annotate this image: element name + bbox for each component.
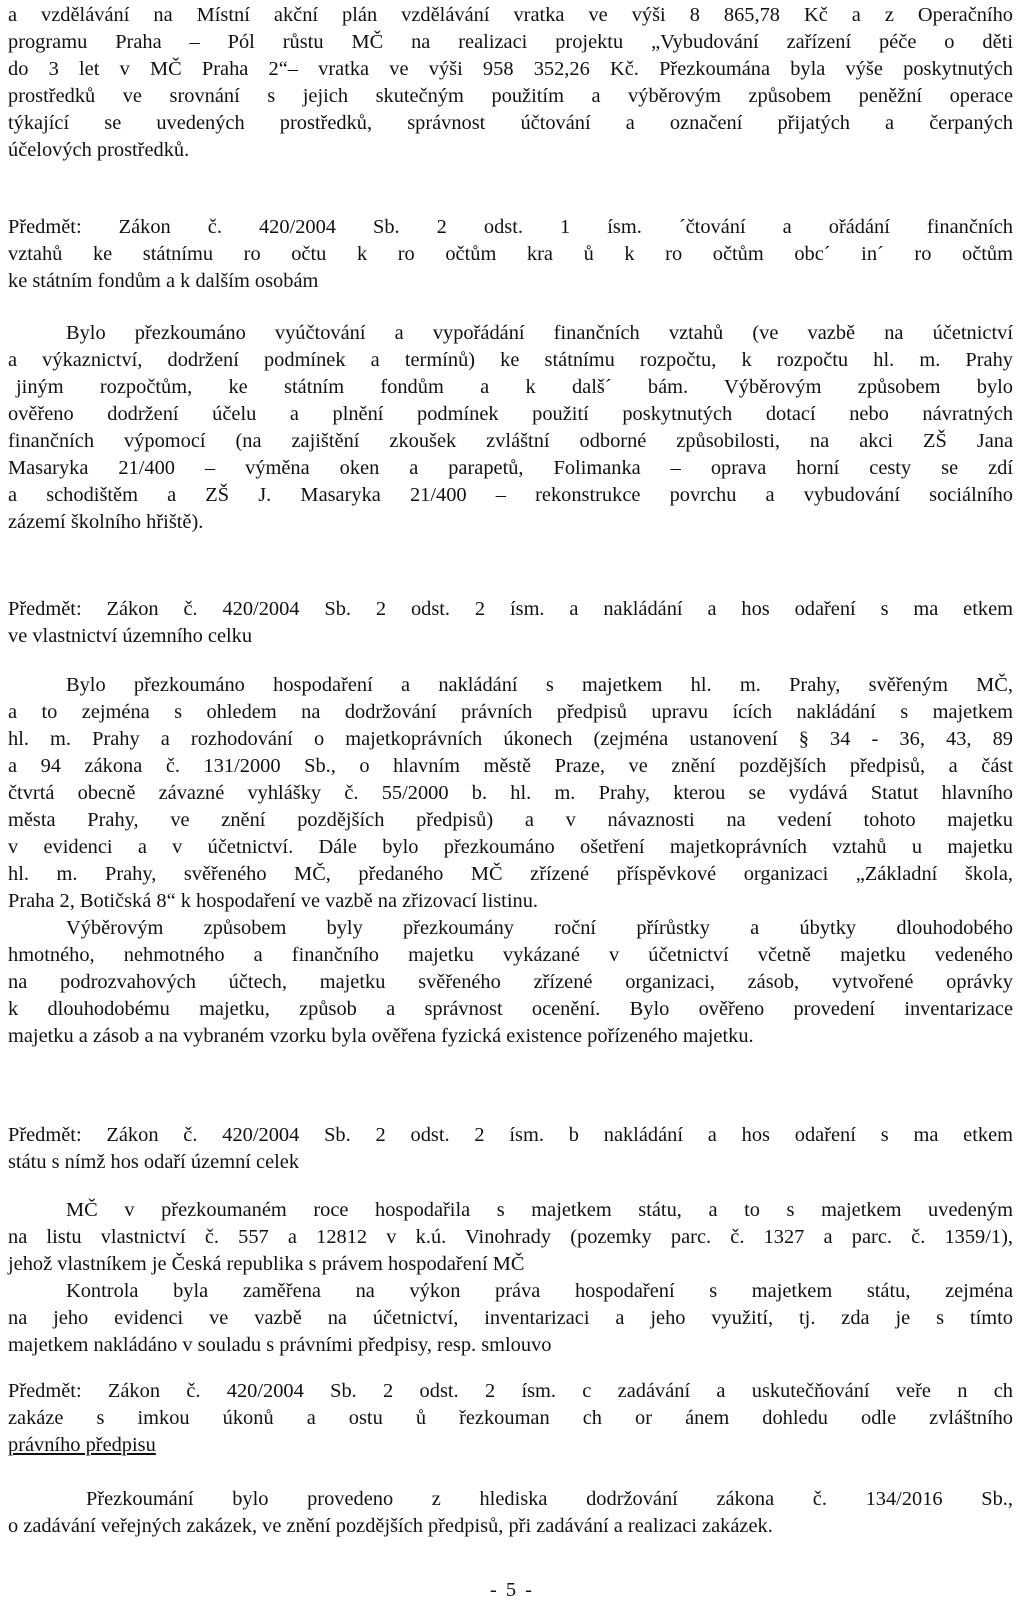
text-line: na listu vlastnictví č. 557 a 12812 v k.ú. Vinohrady (pozemky parc. č. 1327 a parc. č. 1359/1), (8, 1226, 1013, 1248)
subject-line: Předmět: Zákon č. 420/2004 Sb. 2 odst. 2 ísm. b nakládání a hos odaření s ma etkem (8, 1124, 1013, 1146)
text-line: Přezkoumání bylo provedeno z hlediska dodržování zákona č. 134/2016 Sb., (86, 1488, 1013, 1510)
text-line: čtvrtá obecně závazné vyhlášky č. 55/2000 b. hl. m. Prahy, kterou se vydává Statut hlavního (8, 782, 1013, 804)
text-line: města Prahy, ve znění pozdějších předpisů) a v návaznosti na vedení tohoto majetku (8, 809, 1013, 831)
text-line: Praha 2, Botičská 8“ k hospodaření ve vazbě na zřizovací listinu. (8, 890, 538, 912)
text-line: a vzdělávání na Místní akční plán vzdělávání vratka ve výši 8 865,78 Kč a z Operačního (8, 4, 1013, 26)
text-line: majetkem nakládáno v souladu s právními předpisy, resp. smlouvo (8, 1334, 552, 1356)
text-line: v evidenci a v účetnictví. Dále bylo přezkoumáno ošetření majetkoprávních vztahů u majetku (8, 836, 1013, 858)
text-line: Kontrola byla zaměřena na výkon práva hospodaření s majetkem státu, zejména (66, 1280, 1013, 1302)
text-line: hl. m. Prahy, svěřeného MČ, předaného MČ zřízené příspěvkové organizaci „Základní škola, (8, 863, 1013, 885)
text-line: a to zejména s ohledem na dodržování právních předpisů upravu ících nakládání s majetkem (8, 701, 1013, 723)
section-paragraph (8, 915, 1013, 1050)
section-subject (8, 1122, 1013, 1176)
intro-paragraph (8, 2, 1013, 164)
section-paragraph (8, 1197, 1013, 1278)
text-line: hl. m. Prahy a rozhodování o majetkoprávních úkonech (zejména ustanovení § 34 - 36, 43, 89 (8, 728, 1013, 750)
section-paragraph (8, 672, 1013, 915)
text-line: do 3 let v MČ Praha 2“– vratka ve výši 958 352,26 Kč. Přezkoumána byla výše poskytnutých (8, 58, 1013, 80)
text-line: Bylo přezkoumáno vyúčtování a vypořádání finančních vztahů (ve vazbě na účetnictví (66, 322, 1013, 344)
text-line: o zadávání veřejných zakázek, ve znění pozdějších předpisů, při zadávání a realizaci zakázek. (8, 1515, 773, 1537)
text-line: a 94 zákona č. 131/2000 Sb., o hlavním městě Praze, ve znění pozdějších předpisů, a část (8, 755, 1013, 777)
subject-line: zakáze s imkou úkonů a ostu ů řezkouman ch or ánem dohledu odle zvláštního (8, 1407, 1013, 1429)
document-page (8, 0, 1016, 1621)
text-line: ověřeno dodržení účelu a plnění podmínek použití poskytnutých dotací nebo návratných (8, 403, 1013, 425)
section-paragraph (8, 320, 1013, 536)
text-line: jiným rozpočtům, ke státním fondům a k dalš´ bám. Výběrovým způsobem bylo (16, 376, 1013, 398)
text-line: týkající se uvedených prostředků, správnost účtování a označení přijatých a čerpaných (8, 112, 1013, 134)
subject-line: Předmět: Zákon č. 420/2004 Sb. 2 odst. 2 ísm. c zadávání a uskutečňování veře n ch (8, 1380, 1013, 1402)
text-line: Masaryka 21/400 – výměna oken a parapetů, Folimanka – oprava horní cesty se zdí (8, 457, 1013, 479)
text-line: na jeho evidenci ve vazbě na účetnictví, inventarizaci a jeho využití, tj. zda je s tímto (8, 1307, 1013, 1329)
text-line: na podrozvahových účtech, majetku svěřeného zřízené organizaci, zásob, vytvořené oprávky (8, 971, 1013, 993)
text-line: a výkaznictví, dodržení podmínek a termínů) ke státnímu rozpočtu, k rozpočtu hl. m. Prahy (8, 349, 1013, 371)
section-subject (8, 214, 1013, 295)
subject-line: Předmět: Zákon č. 420/2004 Sb. 2 odst. 1 ísm. ´čtování a ořádání finančních (8, 216, 1013, 238)
section-subject (8, 1378, 1013, 1459)
text-line: a schodištěm a ZŠ J. Masaryka 21/400 – rekonstrukce povrchu a vybudování sociálního (8, 484, 1013, 506)
section-paragraph (8, 1486, 1013, 1540)
text-line: finančních výpomocí (na zajištění zkoušek zvláštní odborné způsobilosti, na akci ZŠ Jana (8, 430, 1013, 452)
text-line: jehož vlastníkem je Česká republika s právem hospodaření MČ (8, 1253, 525, 1275)
text-line: hmotného, nehmotného a finančního majetku vykázané v účetnictví včetně majetku vedeného (8, 944, 1013, 966)
section-paragraph (8, 1278, 1013, 1359)
text-line: zázemí školního hřiště). (8, 511, 204, 533)
text-line: Výběrovým způsobem byly přezkoumány roční přírůstky a úbytky dlouhodobého (66, 917, 1013, 939)
subject-line: ke státním fondům a k dalším osobám (8, 270, 319, 292)
text-line: majetku a zásob a na vybraném vzorku byla ověřena fyzická existence pořízeného majetku. (8, 1025, 754, 1047)
subject-line: ve vlastnictví územního celku (8, 625, 253, 647)
text-line: MČ v přezkoumaném roce hospodařila s majetkem státu, a to s majetkem uvedeným (66, 1199, 1013, 1221)
text-line: prostředků ve srovnání s jejich skutečným použitím a výběrovým způsobem peněžní operace (8, 85, 1013, 107)
page-number: - 5 - (490, 1579, 534, 1601)
section-subject (8, 596, 1013, 650)
text-line: programu Praha – Pól růstu MČ na realizaci projektu „Vybudování zařízení péče o děti (8, 31, 1013, 53)
subject-line: vztahů ke státnímu ro očtu k ro očtům kra ů k ro očtům obc´ in´ ro očtům (8, 243, 1013, 265)
subject-line: Předmět: Zákon č. 420/2004 Sb. 2 odst. 2 ísm. a nakládání a hos odaření s ma etkem (8, 598, 1013, 620)
text-line: k dlouhodobému majetku, způsob a správnost ocenění. Bylo ověřeno provedení inventarizace (8, 998, 1013, 1020)
text-line: Bylo přezkoumáno hospodaření a nakládání s majetkem hl. m. Prahy, svěřeným MČ, (66, 674, 1013, 696)
subject-line: státu s nímž hos odaří územní celek (8, 1151, 300, 1173)
subject-line: právního předpisu (8, 1434, 156, 1456)
text-line: účelových prostředků. (8, 139, 190, 161)
